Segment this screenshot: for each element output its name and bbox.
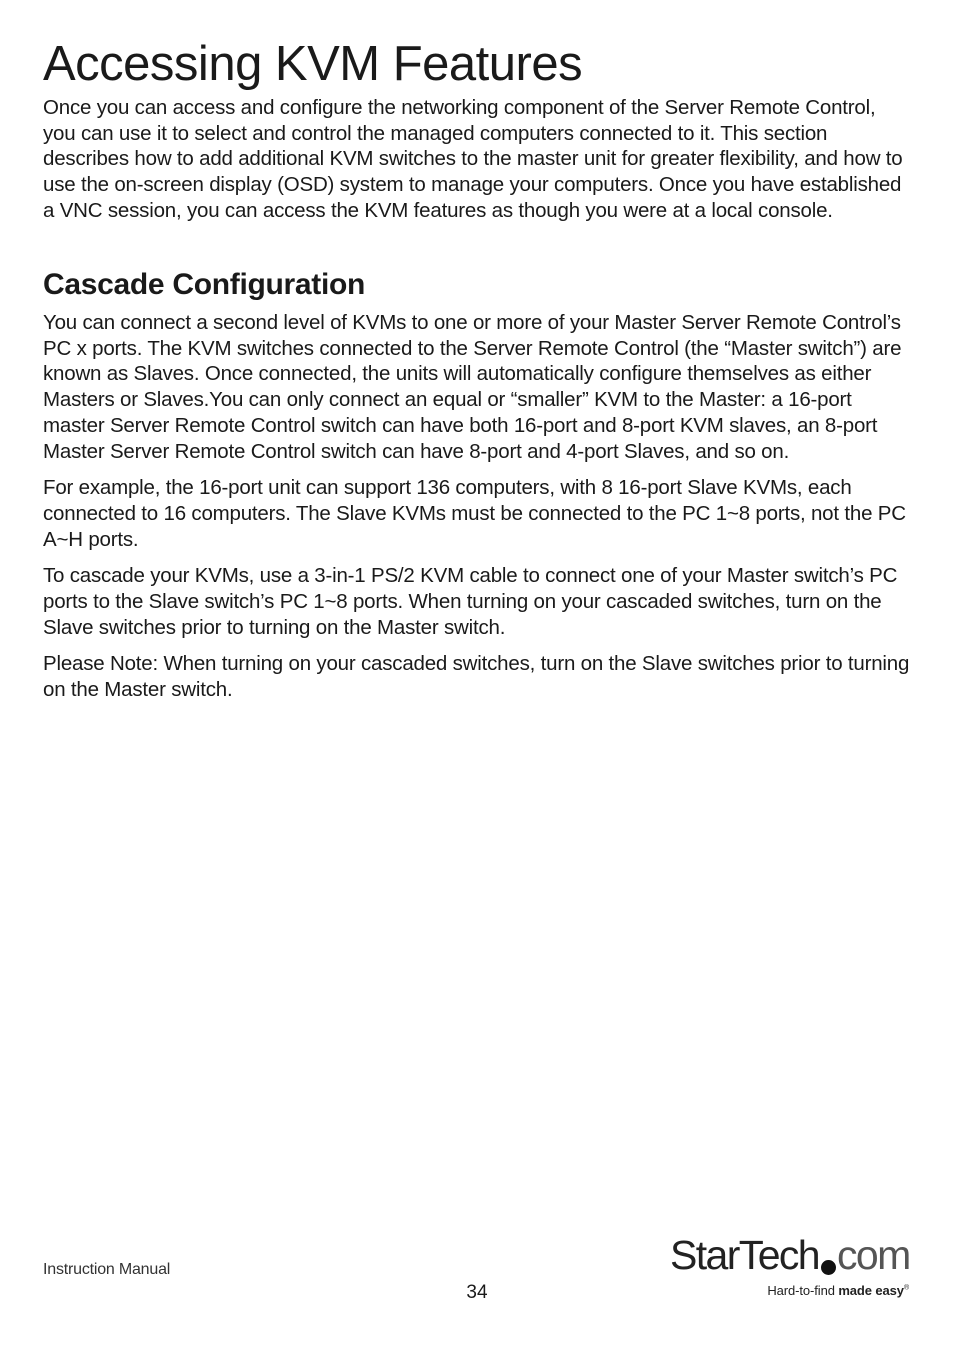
brand-dot-icon	[821, 1260, 836, 1275]
page-number: 34	[466, 1282, 488, 1303]
section-paragraph: For example, the 16-port unit can support 136 computers, with 8 16-port Slave KVMs, each connected to 16 computers. The Slave KVMs must be connected to the PC 1~8 ports, not the PC A~H ports.	[43, 476, 906, 551]
section-paragraph: You can connect a second level of KVMs to one or more of your Master Server Remote Control’s PC x ports. The KVM switches connected to the Server Remote Control (the “Master switch”) are known as Slaves. Once connected, the units will automatically configure themselves as either Masters or Slaves.You can only connect an equal or “smaller” KVM to the Master: a 16-port master Server Remote Control switch can have both 16-port and 8-port KVM slaves, an 8-port Master Server Remote Control switch can have 8-port and 4-port Slaves, and so on.	[43, 311, 902, 463]
section-body	[43, 310, 913, 714]
brand-logo	[670, 1230, 915, 1310]
registered-mark: ®	[903, 1284, 909, 1292]
footer-label: Instruction Manual	[43, 1261, 171, 1278]
brand-tagline	[767, 1283, 909, 1298]
brand-name: StarTech	[670, 1232, 819, 1278]
tagline-bold: made easy	[838, 1283, 904, 1298]
tagline-prefix: Hard-to-find	[767, 1283, 839, 1298]
brand-suffix: com	[837, 1232, 910, 1278]
section-paragraph: Please Note: When turning on your cascaded switches, turn on the Slave switches prior to turning on the Master switch.	[43, 652, 910, 702]
page-title: Accessing KVM Features	[43, 37, 583, 91]
section-paragraph: To cascade your KVMs, use a 3-in-1 PS/2 KVM cable to connect one of your Master switch’s PC ports to the Slave switch’s PC 1~8 ports. When turning on your cascaded switches, turn on the Slave switches prior to turning on the Master switch.	[43, 564, 898, 639]
brand-wordmark	[670, 1230, 910, 1280]
intro-paragraph: Once you can access and configure the networking component of the Server Remote Control, you can use it to select and control the managed computers connected to it. This section describes how to add additional KVM switches to the master unit for greater flexibility, and how to use the on-screen display (OSD) system to manage your computers. Once you have established a VNC session, you can access the KVM features as though you were at a local console.	[43, 96, 903, 222]
section-heading: Cascade Configuration	[43, 268, 366, 301]
